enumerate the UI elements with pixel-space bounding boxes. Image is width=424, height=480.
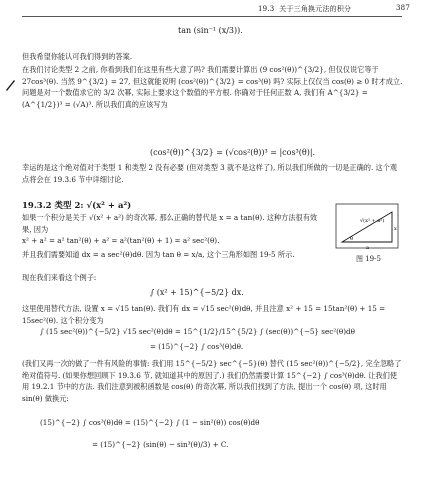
page-number: 387: [396, 4, 410, 12]
running-header: [250, 4, 410, 16]
figure-hypotenuse-label: √(x² + a²): [360, 218, 385, 224]
final-result-equation: = (15)^{−2} (sin(θ) − sin³(θ)/3) + C.: [92, 440, 229, 449]
tan-identity-equation: x² + a² = a² tan²(θ) + a² = a²(tan²(θ) + 1) = a² sec²(θ).: [22, 236, 220, 245]
top-equation: tan (sin⁻¹ (x/3)).: [178, 26, 243, 35]
figure-caption: 图 19-5: [356, 255, 381, 263]
paragraph-6: 现在我们来看这个例子:: [22, 273, 97, 282]
final-step-equation: (15)^{−2} ∫ cos³(θ)dθ = (15)^{−2} ∫ (1 − sin²(θ)) cos(θ)dθ: [40, 418, 260, 427]
header-rule: [22, 16, 402, 17]
paragraph-1: 但我希望你能认可我们得到的答案.: [22, 52, 133, 61]
triangle-figure: [330, 200, 404, 254]
paragraph-7: 这里使用替代方法, 设置 x = √15 tan(θ). 我们有 dx = √15 sec²(θ)dθ, 并且注意 x² + 15 = 15tan²(θ) + 15 = 15sec²(θ). 这个积分变为: [22, 304, 386, 325]
header-chapter-title: 关于三角换元法的积分: [279, 5, 352, 13]
section-heading: 19.3.2 类型 2: √(x² + a²): [22, 201, 132, 211]
paragraph-8: (我们又再一次的做了一件有风险的事情: 我们用 15^{−5/2} sec^{−5}(θ) 替代 (15 sec²(θ))^{−5/2}, 完全忽略了绝对值符号. (如果你想回顾下 19.3.6 节, 就知道其中的原因了.) 我们仍然需要计算 15^{−2} ∫ cos³(θ)dθ. 让我们使用 19.2.1 节中的方法. 我们注意到被积函数是 cos(θ) 的奇次幂, 所以我们找到了方法, 提出一个 cos(θ) 项, 这时用 sin(θ) 做换元:: [22, 359, 402, 404]
paragraph-3: 幸运的是这个绝对值对于类型 1 和类型 2 没有必要 (但对类型 3 就不是这样了), 所以我们所做的一切是正确的. 这个观点将会在 19.3.6 节中详细讨论.: [22, 163, 398, 184]
figure-opposite-label: x: [394, 226, 397, 232]
figure-angle-label: θ: [350, 236, 354, 242]
paragraph-4: 如果一个积分是关于 √(x² + a²) 的奇次幂, 那么正确的替代是 x = a tan(θ). 这种方法很有效果, 因为: [22, 213, 318, 234]
figure-frame: [336, 204, 398, 248]
pen-icon: [4, 78, 16, 92]
header-title: [258, 4, 351, 14]
header-section: 19.3: [258, 5, 275, 13]
paragraph-5: 并且我们需要知道 dx = a sec²(θ)dθ. 因为 tan θ = x/a, 这个三角形如图 19-5 所示.: [22, 250, 295, 259]
figure-adjacent-label: a: [366, 245, 369, 251]
integral-simplified-equation: = (15)^{−2} ∫ cos³(θ)dθ.: [150, 342, 244, 351]
paragraph-2: 在我们讨论类型 2 之前, 你看到我们在这里有些大意了吗? 我们需要计算出 (9 cos²(θ))^{3/2}, 但仅仅说它等于 27cos³(θ). 当然 9^{3/2} = 27, 但这就能说明 (cos²(θ))^{3/2} = cos³(θ) 吗? 实际上仅仅当 cos(θ) ≥ 0 时才成立. 问题是对一个数值求它的 3/2 次幂, 实际上要求这个数值的平方根. 你确对于任何正数 A, 我们有 A^{3/2} = (A^{1/2})³ = (√A)³. 所以我们真的应该写为: [22, 65, 403, 110]
cos-abs-equation: (cos²(θ))^{3/2} = (√cos²(θ))³ = |cos³(θ)|.: [150, 148, 316, 157]
example-integral: ∫ (x² + 15)^{−5/2} dx.: [150, 288, 244, 297]
integral-transform-equation: ∫ (15 sec²(θ))^{−5/2} √15 sec²(θ)dθ = 15^{1/2}/15^{5/2} ∫ (sec(θ))^{−5} sec²(θ)dθ: [40, 327, 355, 336]
